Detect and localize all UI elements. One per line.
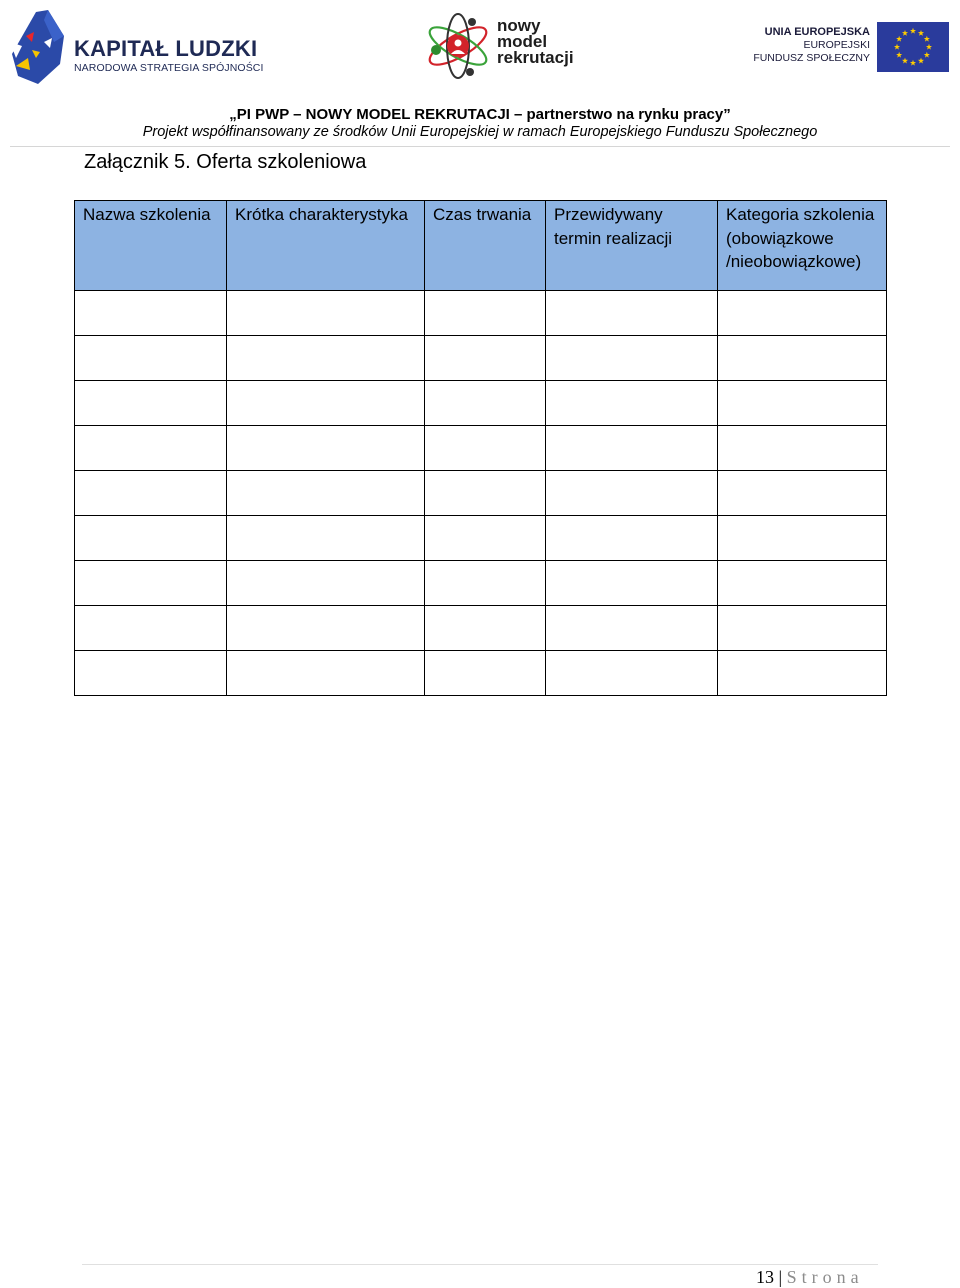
project-subtitle: Projekt współfinansowany ze środków Unii Europejskiej w ramach Europejskiego Funduszu Społecznego (142, 124, 818, 140)
table-cell (227, 336, 425, 381)
table-cell (75, 516, 227, 561)
table-row (75, 561, 887, 606)
header-divider (10, 146, 950, 147)
table-cell (227, 606, 425, 651)
table-cell (718, 291, 887, 336)
table-cell (227, 651, 425, 696)
table-cell (227, 291, 425, 336)
table-body (75, 291, 887, 696)
column-header-name: Nazwa szkolenia (75, 201, 227, 291)
eu-social-fund-logo (753, 20, 955, 76)
table-row (75, 606, 887, 651)
table-row (75, 291, 887, 336)
table-cell (75, 381, 227, 426)
atom-people-icon (422, 10, 498, 80)
column-header-duration: Czas trwania (425, 201, 546, 291)
table-cell (227, 561, 425, 606)
training-offer-table (74, 200, 887, 696)
table-row (75, 516, 887, 561)
table-cell (546, 381, 718, 426)
column-header-description: Krótka charakterystyka (227, 201, 425, 291)
page-word: Strona (786, 1267, 864, 1287)
kapital-ludzki-title: KAPITAŁ LUDZKI (74, 36, 258, 61)
table-cell (718, 426, 887, 471)
kapital-ludzki-logo (8, 6, 264, 86)
table-cell (227, 381, 425, 426)
column-header-planned-date: Przewidywany termin realizacji (546, 201, 718, 291)
nmr-line-2: model (497, 32, 548, 51)
table-cell (546, 651, 718, 696)
table-cell (718, 651, 887, 696)
table-cell (425, 651, 546, 696)
table-cell (425, 381, 546, 426)
nmr-line-1: nowy (497, 16, 541, 35)
page-number: 13 (756, 1267, 774, 1287)
table-cell (75, 606, 227, 651)
nmr-line-3: rekrutacji (497, 48, 574, 67)
column-header-category: Kategoria szkolenia (obowiązkowe /nieobowiązkowe) (718, 201, 887, 291)
table-cell (425, 426, 546, 471)
table-cell (75, 561, 227, 606)
table-cell (75, 291, 227, 336)
table-cell (425, 561, 546, 606)
table-row (75, 336, 887, 381)
table-cell (75, 471, 227, 516)
table-row (75, 471, 887, 516)
table-cell (75, 651, 227, 696)
eu-text-block (753, 26, 870, 65)
page-footer (756, 1267, 864, 1288)
table-cell (546, 561, 718, 606)
nowy-model-rekrutacji-logo (422, 10, 592, 84)
table-cell (718, 561, 887, 606)
eu-line-2: EUROPEJSKI (803, 39, 870, 51)
table-cell (546, 291, 718, 336)
table-cell (425, 291, 546, 336)
table-cell (227, 426, 425, 471)
table-cell (425, 471, 546, 516)
table-cell (718, 606, 887, 651)
table-cell (227, 471, 425, 516)
table-cell (227, 516, 425, 561)
table-cell (718, 516, 887, 561)
footer-separator: | (778, 1267, 783, 1287)
table-cell (718, 381, 887, 426)
kapital-ludzki-subtitle: NARODOWA STRATEGIA SPÓJNOŚCI (74, 62, 264, 74)
table-cell (546, 516, 718, 561)
table-cell (546, 426, 718, 471)
eu-flag-icon (877, 22, 949, 72)
nowy-model-rekrutacji-wordmark (497, 18, 574, 66)
eu-line-3: FUNDUSZ SPOŁECZNY (753, 52, 870, 64)
project-title: „PI PWP – NOWY MODEL REKRUTACJI – partnerstwo na rynku pracy” (229, 106, 731, 123)
table-row (75, 651, 887, 696)
table-cell (718, 471, 887, 516)
table-cell (75, 426, 227, 471)
table-cell (546, 471, 718, 516)
table-row (75, 426, 887, 471)
document-title: Załącznik 5. Oferta szkoleniowa (84, 151, 367, 173)
eu-line-1: UNIA EUROPEJSKA (764, 26, 870, 38)
footer-divider (82, 1264, 878, 1265)
table-cell (546, 606, 718, 651)
kapital-ludzki-emblem-icon (8, 6, 70, 86)
table-cell (425, 516, 546, 561)
table-cell (75, 336, 227, 381)
table-cell (546, 336, 718, 381)
table-row (75, 381, 887, 426)
table-cell (718, 336, 887, 381)
table-cell (425, 606, 546, 651)
table-cell (425, 336, 546, 381)
table-header-row (75, 201, 887, 291)
